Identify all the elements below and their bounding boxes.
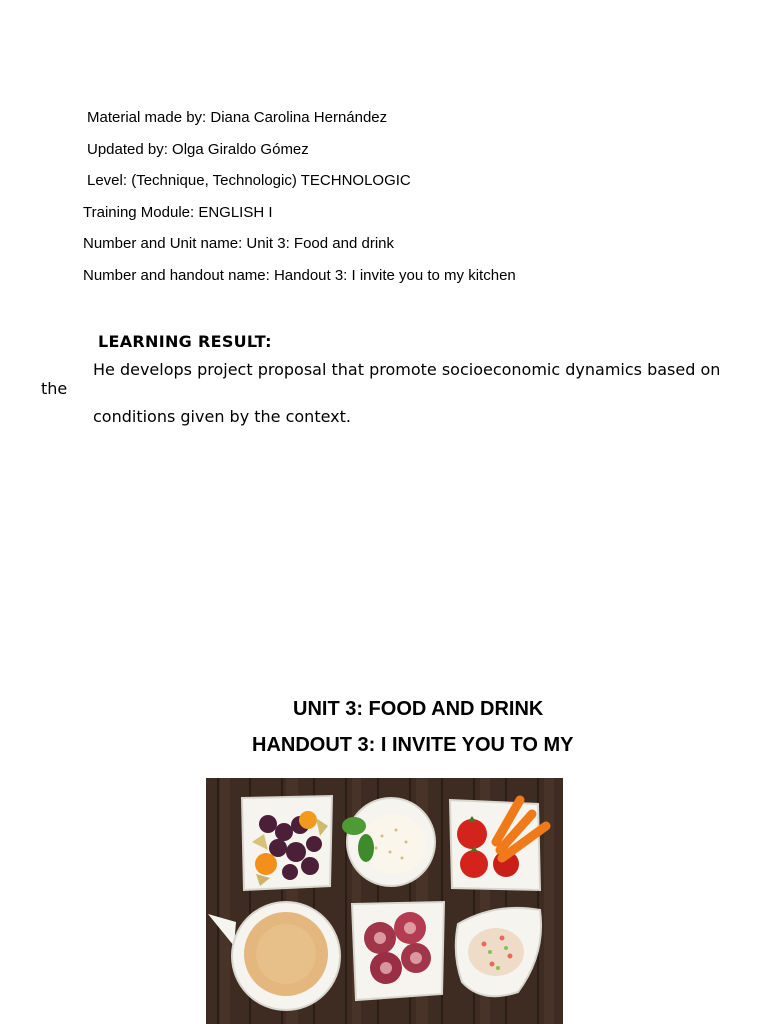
learning-result-line-1: He develops project proposal that promote socioeconomic dynamics based on	[93, 360, 721, 379]
fruit-bowl-icon	[242, 796, 332, 890]
learning-result-wrap-word: the	[41, 379, 68, 398]
updated-by: Updated by: Olga Giraldo Gómez	[87, 141, 309, 158]
learning-result-heading: LEARNING RESULT:	[98, 332, 272, 351]
unit-name-line: Number and Unit name: Unit 3: Food and drink	[83, 235, 394, 252]
learning-result-line-2: conditions given by the context.	[93, 407, 351, 426]
unit-title: UNIT 3: FOOD AND DRINK	[293, 698, 544, 720]
handout-title: HANDOUT 3: I INVITE YOU TO MY	[252, 734, 574, 756]
material-made-by: Material made by: Diana Carolina Hernández	[87, 109, 388, 126]
food-photo	[206, 778, 563, 1024]
handout-name-line: Number and handout name: Handout 3: I invite you to my kitchen	[83, 267, 516, 284]
level-line: Level: (Technique, Technologic) TECHNOLOGIC	[87, 172, 411, 189]
vegetable-bowl-icon	[450, 800, 546, 890]
fig-bowl-icon	[352, 902, 444, 1000]
training-module: Training Module: ENGLISH I	[83, 204, 273, 221]
